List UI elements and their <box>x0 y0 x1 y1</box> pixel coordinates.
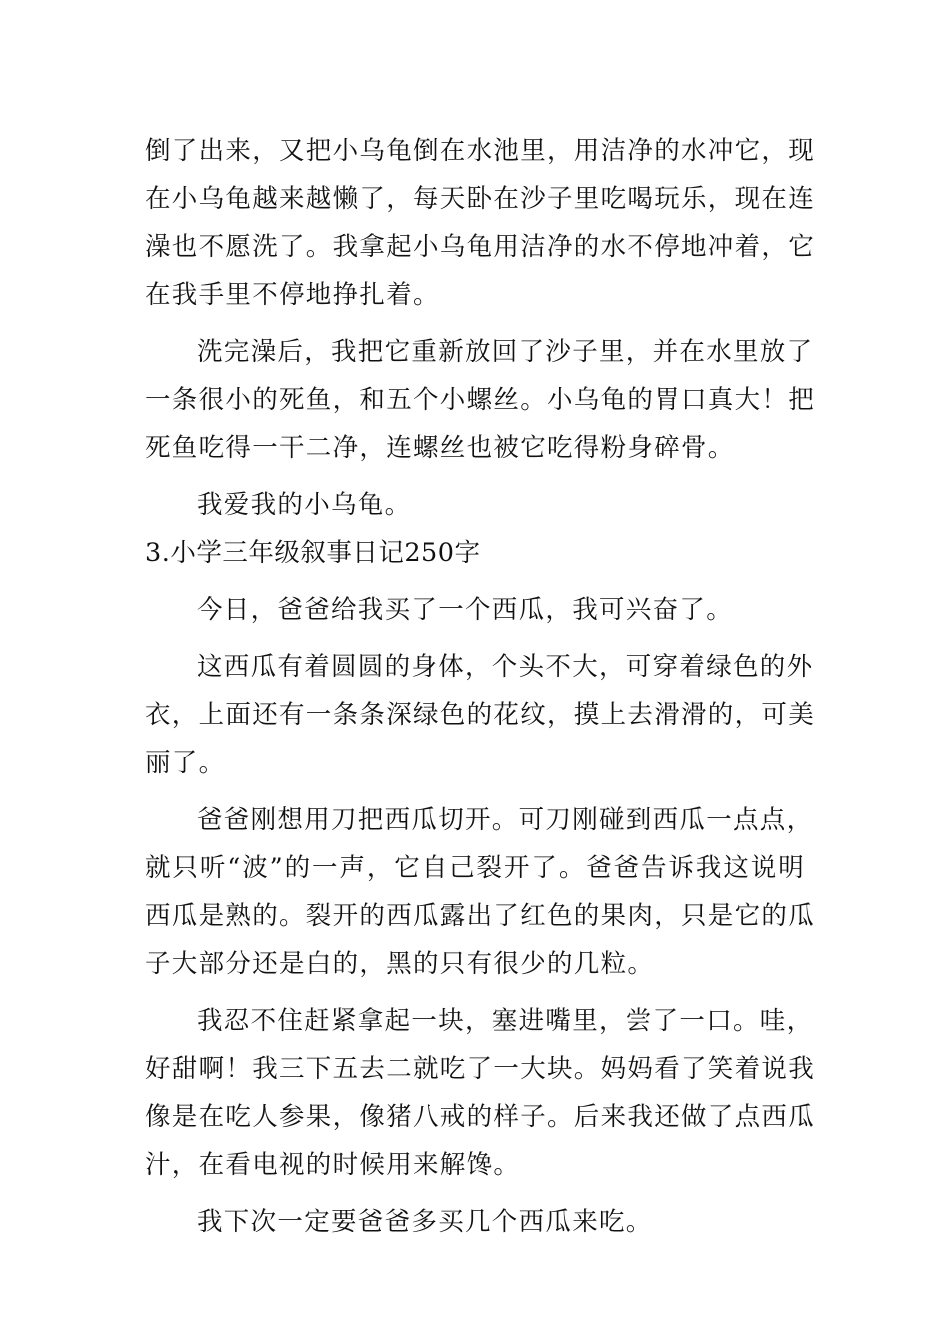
document-body <box>145 127 816 1246</box>
paragraph-4 <box>145 586 805 634</box>
heading-text: 3.小学三年级叙事日记250字 <box>145 538 481 568</box>
text-line: 一条很小的死鱼，和五个小螺丝。小乌龟的胃口真大！把 <box>145 385 816 415</box>
text-line: 汁，在看电视的时候用来解馋。 <box>145 1150 521 1180</box>
text-line: 好甜啊！我三下五去二就吃了一大块。妈妈看了笑着说我 <box>145 1054 816 1084</box>
text-line: 在小乌龟越来越懒了，每天卧在沙子里吃喝玩乐，现在连 <box>145 184 816 214</box>
text-line: 西瓜是熟的。裂开的西瓜露出了红色的果肉，只是它的瓜 <box>145 901 816 931</box>
text-line: 洗完澡后，我把它重新放回了沙子里，并在水里放了 <box>197 337 814 367</box>
text-line: 这西瓜有着圆圆的身体，个头不大，可穿着绿色的外 <box>197 652 814 682</box>
paragraph-7 <box>145 997 816 1189</box>
text-line: 我爱我的小乌龟。 <box>197 490 412 520</box>
paragraph-3 <box>145 481 805 529</box>
text-line: 就只听“波”的一声，它自己裂开了。爸爸告诉我这说明 <box>145 853 805 883</box>
paragraph-5 <box>145 643 816 787</box>
paragraph-1 <box>145 127 816 319</box>
paragraph-2 <box>145 328 816 472</box>
section-heading <box>145 529 805 577</box>
text-line: 丽了。 <box>145 748 226 778</box>
text-line: 像是在吃人参果，像猪八戒的样子。后来我还做了点西瓜 <box>145 1102 816 1132</box>
text-line: 衣，上面还有一条条深绿色的花纹，摸上去滑滑的，可美 <box>145 700 816 730</box>
text-line: 死鱼吃得一干二净，连螺丝也被它吃得粉身碎骨。 <box>145 433 735 463</box>
text-line: 我忍不住赶紧拿起一块，塞进嘴里，尝了一口。哇， <box>197 1006 814 1036</box>
text-line: 今日，爸爸给我买了一个西瓜，我可兴奋了。 <box>197 595 734 625</box>
text-line: 在我手里不停地挣扎着。 <box>145 280 440 310</box>
text-line: 倒了出来，又把小乌龟倒在水池里，用洁净的水冲它，现 <box>145 136 816 166</box>
text-line: 澡也不愿洗了。我拿起小乌龟用洁净的水不停地冲着，它 <box>145 232 816 262</box>
paragraph-8 <box>145 1198 805 1246</box>
text-line: 我下次一定要爸爸多买几个西瓜来吃。 <box>197 1207 653 1237</box>
text-line: 子大部分还是白的，黑的只有很少的几粒。 <box>145 949 655 979</box>
text-line: 爸爸刚想用刀把西瓜切开。可刀刚碰到西瓜一点点， <box>197 805 814 835</box>
paragraph-6 <box>145 796 816 988</box>
